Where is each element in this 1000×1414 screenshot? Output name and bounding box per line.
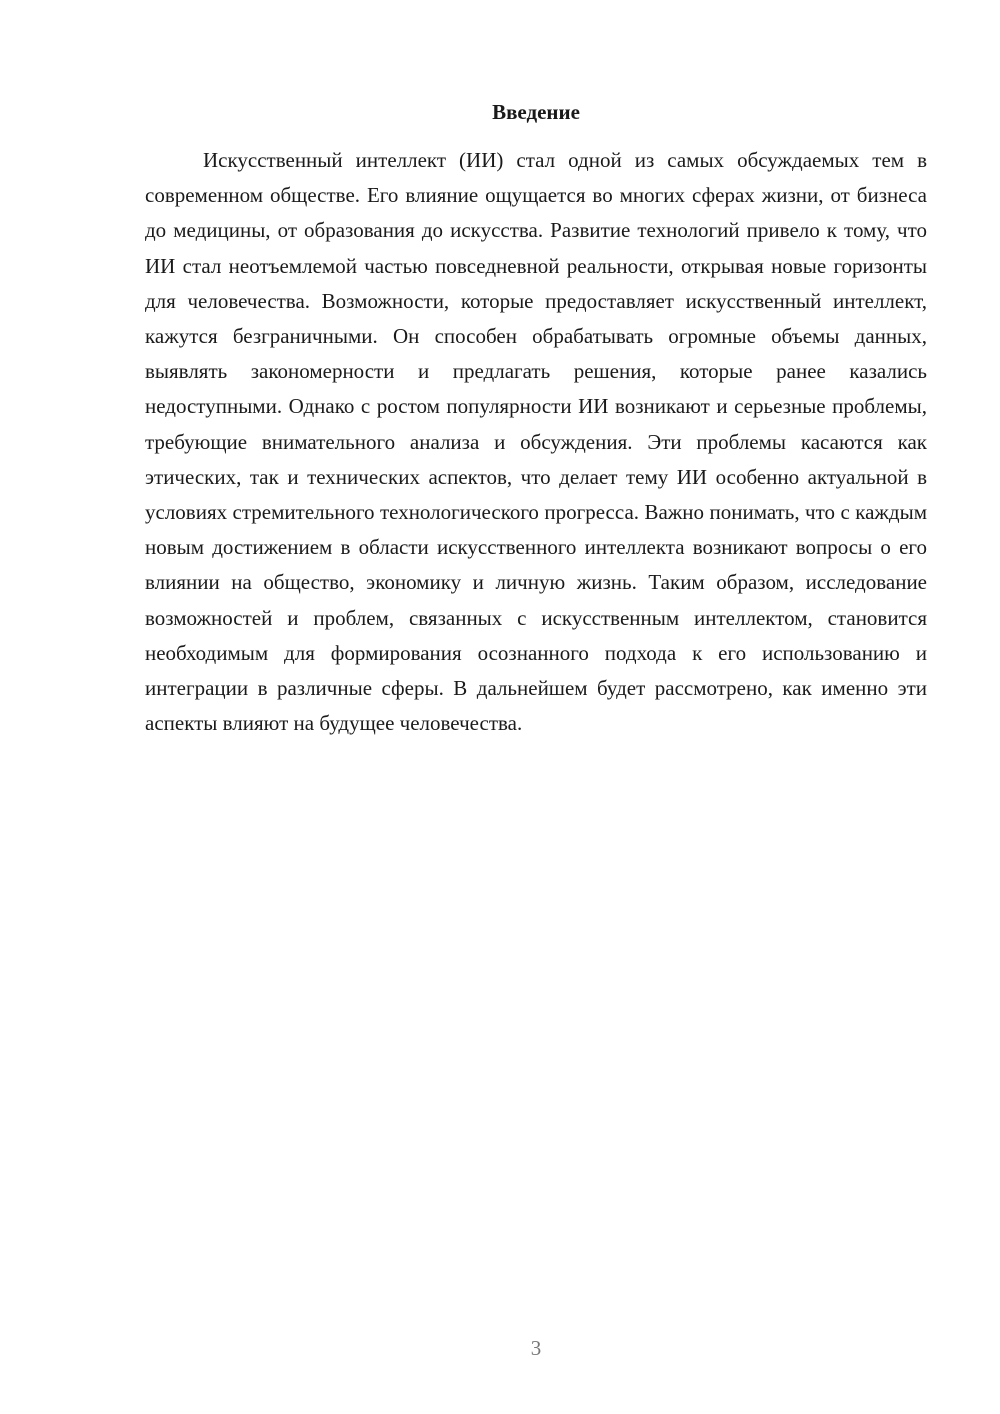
page-number: 3	[530, 1336, 542, 1360]
section-heading: Введение	[492, 100, 580, 124]
intro-paragraph: Искусственный интеллект (ИИ) стал одной из самых обсуждаемых тем в современном обществе. Его влияние ощущается во многих сферах жизни, от бизнеса до медицины, от образования до искусства. Развитие технологий привело к тому, что ИИ стал неотъемлемой частью повседневной реальности, открывая новые горизонты для человечества. Возможности, которые предоставляет искусственный интеллект, кажутся безграничными. Он способен обрабатывать огромные объемы данных, выявлять закономерности и предлагать решения, которые ранее казались недоступными. Однако с ростом популярности ИИ возникают и серьезные проблемы, требующие внимательного анализа и обсуждения. Эти проблемы касаются как этических, так и технических аспектов, что делает тему ИИ особенно актуальной в условиях стремительного технологического прогресса. Важно понимать, что с каждым новым достижением в области искусственного интеллекта возникают вопросы о его влиянии на общество, экономику и личную жизнь. Таким образом, исследование возможностей и проблем, связанных с искусственным интеллектом, становится необходимым для формирования осознанного подхода к его использованию и интеграции в различные сферы. В дальнейшем будет рассмотрено, как именно эти аспекты влияют на будущее человечества.	[145, 148, 927, 736]
